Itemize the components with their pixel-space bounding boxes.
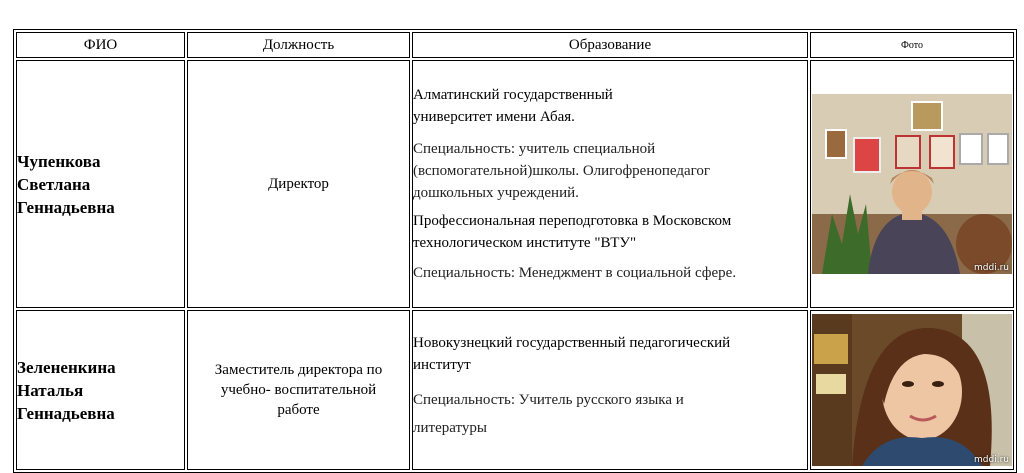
- staff-table: [13, 29, 1017, 473]
- name-first: Светлана: [17, 174, 91, 194]
- name-patronymic: Геннадьевна: [17, 197, 115, 217]
- name-cell: [16, 310, 185, 470]
- photo-watermark: mddi.ru: [974, 263, 1009, 273]
- photo-cell: [810, 60, 1014, 308]
- education-cell: [412, 310, 808, 470]
- education-specialty-2: [413, 262, 807, 284]
- header-education: Образование: [412, 32, 808, 58]
- education-specialty: [413, 386, 807, 442]
- education-institution-line: Алматинский государственный: [413, 87, 613, 103]
- table-row: [16, 60, 1014, 308]
- education-specialty-line: Специальность: Менеджмент в социальной сфере.: [413, 265, 737, 281]
- position-cell: [187, 310, 410, 470]
- position-text-line: Заместитель директора по: [214, 362, 383, 378]
- photo-cell: [810, 310, 1014, 470]
- education-cell: [412, 60, 808, 308]
- position-text-line: работе: [277, 402, 320, 418]
- name-cell: [16, 60, 185, 308]
- education-institution-line: Новокузнецкий государственный педагогический: [413, 335, 731, 351]
- education-retraining: [413, 210, 807, 254]
- header-photo: Фото: [810, 32, 1014, 58]
- name-surname: Зелененкина: [17, 357, 116, 377]
- education-specialty-line: (вспомогательной)школы. Олигофренопедагог: [413, 163, 711, 179]
- portrait-photo: [812, 314, 1012, 466]
- education-institution: [413, 84, 807, 128]
- education-specialty-line: дошкольных учреждений.: [413, 185, 579, 201]
- portrait-photo: [812, 94, 1012, 274]
- education-specialty: [413, 138, 807, 204]
- header-row: [16, 32, 1014, 58]
- name-surname: Чупенкова: [17, 151, 101, 171]
- education-retraining-line: технологическом институте "ВТУ": [413, 235, 637, 251]
- header-fio: ФИО: [16, 32, 185, 58]
- name-first: Наталья: [17, 380, 84, 400]
- education-specialty-line: Специальность: учитель специальной: [413, 141, 656, 157]
- education-retraining-line: Профессиональная переподготовка в Московском: [413, 213, 732, 229]
- position-text-line: учебно- воспитательной: [220, 382, 377, 398]
- table-row: [16, 310, 1014, 470]
- photo-watermark: mddi.ru: [974, 455, 1009, 465]
- position-cell: [187, 60, 410, 308]
- education-institution: [413, 332, 807, 376]
- education-specialty-line: Специальность: Учитель русского языка и: [413, 392, 684, 408]
- header-position: Должность: [187, 32, 410, 58]
- education-institution-line: университет имени Абая.: [413, 109, 575, 125]
- name-patronymic: Геннадьевна: [17, 403, 115, 423]
- education-specialty-line: литературы: [413, 420, 487, 436]
- position-text: Директор: [268, 176, 329, 192]
- education-institution-line: институт: [413, 357, 471, 373]
